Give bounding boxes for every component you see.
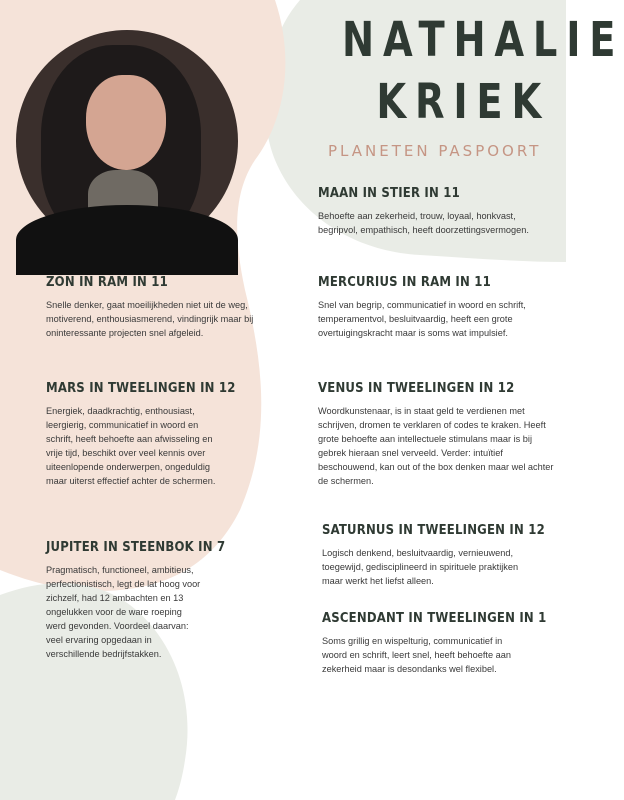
section-mars [46,381,236,488]
last-name: KRIEK [376,74,550,130]
section-text: Snel van begrip, communicatief in woord en schrift, temperamentvol, besluitvaardig, heeft een grote overtuigingskracht maar is soms wat impulsief. [318,300,526,338]
section-heading: ZON IN RAM IN 11 [46,275,168,290]
section-maan [318,186,558,237]
section-text: Pragmatisch, functioneel, ambitieus, perfectionistisch, legt de lat hoog voor zichzelf, had 12 ambachten en 13 ongelukken voor de ware roeping werd gevonden. Voordeel daarvan: veel ervaring opgedaan in verschillende bedrijfstakken. [46,565,201,659]
section-venus [318,381,558,488]
section-saturnus [322,523,545,588]
section-zon [46,275,256,340]
photo-shoulders [16,205,238,275]
section-ascendant [322,611,547,676]
section-text: Logisch denkend, besluitvaardig, vernieuwend, toegewijd, gedisciplineerd in spirituele praktijken maar werkt het liefst alleen. [322,548,519,586]
section-text: Energiek, daadkrachtig, enthousiast, leergierig, communicatief in woord en schrift, heeft behoefte aan afwisseling en vrije tijd, beschikt over veel kennis over uiteenlopende onderwerpen, ongeduldig maar uiterst effectief achter de schermen. [46,406,216,486]
section-text: Woordkunstenaar, is in staat geld te verdienen met schrijven, dromen te verklaren of codes te kraken. Heeft grote behoefte aan intellectuele stimulans maar is bij gebrek hieraan snel verveeld. Verder: intuïtief beschouwend, kan out of the box denken maar wel achter de schermen. [318,406,554,486]
section-heading: JUPITER IN STEENBOK IN 7 [46,540,226,555]
section-text: Snelle denker, gaat moeilijkheden niet uit de weg, motiverend, enthousiasmerend, vindingrijk maar bij oninteressante projecten snel afgeleid. [46,300,254,338]
subtitle: PLANETEN PASPOORT [328,142,542,160]
section-jupiter [46,540,226,661]
first-name: NATHALIE [342,12,624,68]
section-heading: SATURNUS IN TWEELINGEN IN 12 [322,523,545,538]
section-heading: MERCURIUS IN RAM IN 11 [318,275,491,290]
profile-photo [16,30,238,252]
section-heading: ASCENDANT IN TWEELINGEN IN 1 [322,611,547,626]
section-mercurius [318,275,558,340]
section-heading: VENUS IN TWEELINGEN IN 12 [318,381,515,396]
photo-face [86,75,166,170]
section-text: Behoefte aan zekerheid, trouw, loyaal, honkvast, begripvol, empathisch, heeft doorzettingsvermogen. [318,211,529,235]
section-heading: MAAN IN STIER IN 11 [318,186,460,201]
section-heading: MARS IN TWEELINGEN IN 12 [46,381,236,396]
section-text: Soms grillig en wispelturig, communicatief in woord en schrift, leert snel, heeft behoefte aan zekerheid maar is desondanks wel flexibel. [322,636,511,674]
